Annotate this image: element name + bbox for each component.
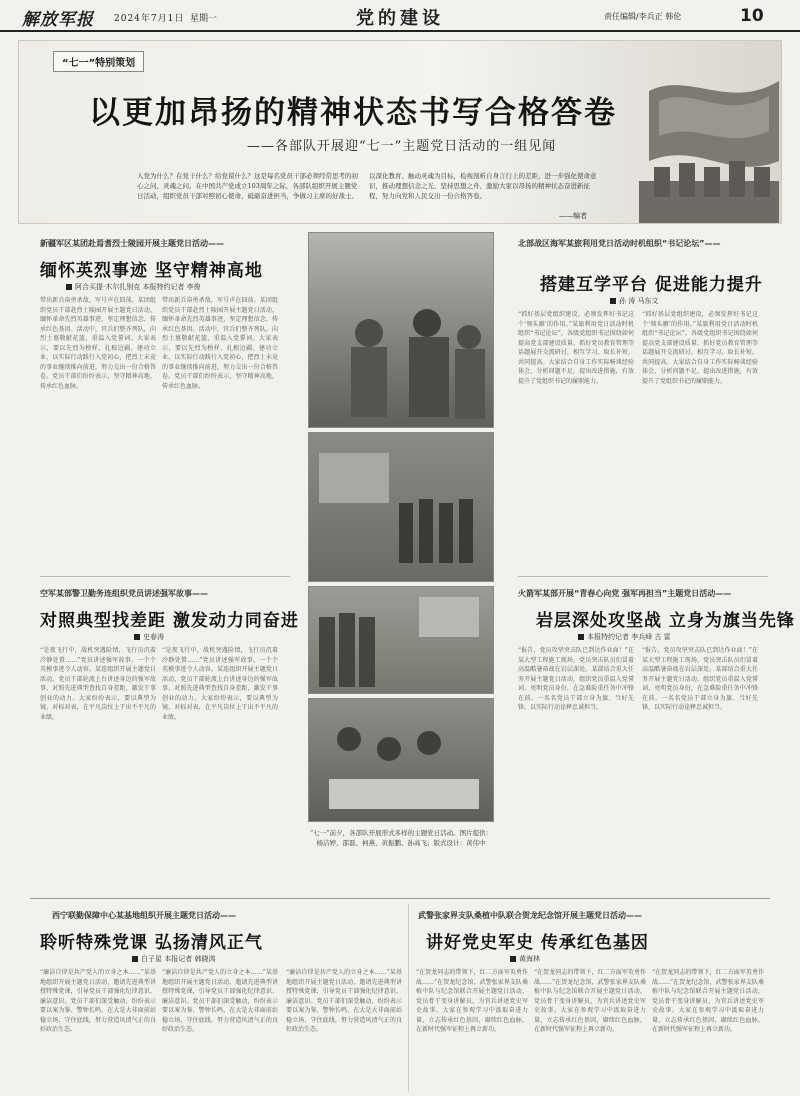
article-1-body-col-b: 带出新兵奋勇杀敌，军号声在回荡。某团组织党员干部赴烈士陵园开展主题党日活动，缅怀革命先烈英雄事迹，坚定理想信念，传承红色基因。活动中，官兵们整齐列队，向烈士墓敬献花篮，重温入党誓词。大家表示，要以先烈为榜样，扎根边疆、建功立业，以实际行动践行入党初心，把烈士未竟的事业继续推向前进，努力交出一份合格答卷。党员干部们纷纷表示，坚守精神高地，传承红色血脉。	[162, 297, 278, 390]
article-1-kicker: 新疆军区某团赴焉耆烈士陵园开展主题党日活动——	[40, 239, 224, 248]
soldiers-icon	[309, 233, 494, 428]
photo-study-session	[308, 698, 494, 822]
page-number: 10	[740, 6, 764, 26]
article-5-body-col-b: “廉洁自律是共产党人的立身之本……”某基地组织开展主题党日活动，邀请先进典型讲授特殊党课，引导党员干部强化纪律意识、廉洁意识。党员干部们深受触动，纷纷表示要以案为鉴、警钟长鸣，在大是大非面前站稳立场、守住底线，努力营造风清气正的良好政治生态。	[162, 969, 278, 1033]
article-2-byline: 孙 涛 马东文	[610, 296, 658, 306]
article-3-headline: 对照典型找差距 激发动力同奋进	[40, 611, 299, 631]
editor-credit: 责任编辑/李兵正 韩伦	[604, 12, 682, 21]
banner-intro-left: 入党为什么？在党干什么？给党留什么？这是每名党员干部必须经常思考的初心之问、灵魂之问。在中国共产党成立103周年之际，各部队组织开展主题党日活动，组织党员干部对照初心使命、砥砺奋进担当，争做习主席的好战士。	[137, 172, 358, 200]
article-4-kicker: 火箭军某部开展“青春心向党 强军再担当”主题党日活动——	[518, 589, 732, 598]
photo-memorial-hall	[308, 432, 494, 582]
masthead	[0, 0, 800, 32]
divider	[518, 576, 768, 577]
article-6-headline: 讲好党史军史 传承红色基因	[426, 933, 649, 953]
article-6-body-col-c: “在贺龙同志的带领下，红二方面军英勇作战……”在贺龙纪念馆，武警张家界支队桑植中队与纪念馆联合开展主题党日活动，党员骨干变身讲解员，为官兵讲述党史军史故事。大家在参观学习中汲取奋进力量，立志传承红色基因，赓续红色血脉，在新时代强军征程上再立新功。	[652, 969, 764, 1033]
weekday: 星期一	[190, 14, 218, 24]
bottom-divider	[30, 898, 770, 899]
article-5-body-col-c: “廉洁自律是共产党人的立身之本……”某基地组织开展主题党日活动，邀请先进典型讲授特殊党课，引导党员干部强化纪律意识、廉洁意识。党员干部们深受触动，纷纷表示要以案为鉴、警钟长鸣，在大是大非面前站稳立场、守住底线，努力营造风清气正的良好政治生态。	[286, 969, 402, 1033]
article-6-byline: 黄海林	[510, 954, 540, 964]
article-4-byline: 本报特约记者 李兵峰 古 雷	[578, 632, 671, 642]
article-6-body-col-b: “在贺龙同志的带领下，红二方面军英勇作战……”在贺龙纪念馆，武警张家界支队桑植中队与纪念馆联合开展主题党日活动，党员骨干变身讲解员，为官兵讲述党史军史故事。大家在参观学习中汲取奋进力量，立志传承红色基因，赓续红色血脉，在新时代强军征程上再立新功。	[534, 969, 646, 1033]
article-3-body-col-b: “是夜飞行中，战机突遇险情，飞行员沉着冷静处置……”党员讲述强军故事，一个个英模事迹令人动容。某连组织开展主题党日活动，党员干部轮流上台讲述身边的强军故事，对照先进典型查找自身差距，激发干事创业的动力。大家纷纷表示，要以典型为镜，对标对表，在平凡岗位上干出不平凡的业绩。	[162, 647, 278, 721]
article-1-byline: 阿合买提·木尔扎别克 本报特约记者 李俊	[66, 282, 201, 292]
flag-monument-illustration	[609, 71, 782, 224]
article-4-body-col-b: “报告，党员攻坚突击队已到达作业面！”在某大型工程施工现场，党员突击队员们冒着高温酷暑奋战在岩层深处。某部结合重大任务开展主题党日活动，组织党员重温入党誓词、亮明党员身份，在急难险重任务中冲锋在前。一名名党员干部立身为旗、当好先锋，以实际行动诠释忠诚担当。	[642, 647, 758, 711]
article-3-byline: 史春涛	[134, 632, 164, 642]
article-4-body-col-a: “报告，党员攻坚突击队已到达作业面！”在某大型工程施工现场，党员突击队员们冒着高温酷暑奋战在岩层深处。某部结合重大任务开展主题党日活动，组织党员重温入党誓词、亮明党员身份，在急难险重任务中冲锋在前。一名名党员干部立身为旗、当好先锋，以实际行动诠释忠诚担当。	[518, 647, 634, 711]
article-2-body-col-a: “抓好基层党组织建设，必须发挥好书记这个‘领头雁’的作用。”某旅利用党日活动时机组织“书记论坛”，各级党组织书记围绕如何提高党支部建设质量、抓好党员教育管理等话题展开交流研讨，相互学习、取长补短，共同提高。大家结合自身工作实际畅谈经验体会，分析问题不足，提出改进措施，有效提升了党组织书记的履职能力。	[518, 311, 634, 385]
newspaper-logo: 解放军报	[22, 10, 94, 30]
article-5-headline: 聆听特殊党课 弘扬清风正气	[40, 933, 263, 953]
visitors-icon	[309, 587, 494, 694]
banner-editor-note: ——编者	[559, 212, 587, 220]
column-divider	[408, 904, 409, 1092]
banner-title: 以更加昂扬的精神状态书写合格答卷	[89, 95, 617, 131]
study-group-icon	[309, 699, 494, 822]
article-4-headline: 岩层深处攻坚战 立身为旗当先锋	[536, 611, 795, 631]
photo-exhibit-visit	[308, 586, 494, 694]
article-3-kicker: 空军某部警卫勤务连组织党员讲述强军故事——	[40, 589, 208, 598]
article-2-kicker: 北部战区海军某旅利用党日活动时机组织“书记论坛”——	[518, 239, 721, 248]
article-1-headline: 缅怀英烈事迹 坚守精神高地	[40, 261, 263, 281]
article-2-headline: 搭建互学平台 促进能力提升	[540, 275, 763, 295]
article-6-kicker: 武警张家界支队桑植中队联合贺龙纪念馆开展主题党日活动——	[418, 911, 642, 920]
issue-date: 2024年7月1日	[114, 14, 185, 24]
banner-intro-right: 以深化教育、触动灵魂为目标，检视剖析自身言行上的差距，进一步强化使命意识，推动理想信念之光、坚持思想之舟、激励大家以昂扬的精神状态奋进新征程，努力向党和人民交出一份合格答卷。	[369, 172, 597, 200]
article-2-body-col-b: “抓好基层党组织建设，必须发挥好书记这个‘领头雁’的作用。”某旅利用党日活动时机组织“书记论坛”，各级党组织书记围绕如何提高党支部建设质量、抓好党员教育管理等话题展开交流研讨，相互学习、取长补短，共同提高。大家结合自身工作实际畅谈经验体会，分析问题不足，提出改进措施，有效提升了党组织书记的履职能力。	[642, 311, 758, 385]
article-5-byline: 白子星 本报记者 韩晓鸿	[132, 954, 215, 964]
exhibition-icon	[309, 433, 494, 582]
feature-banner	[18, 40, 782, 224]
article-5-kicker: 西宁联勤保障中心某基地组织开展主题党日活动——	[52, 911, 236, 920]
photo-caption: “七一”前夕，各部队开展形式多样的主题党日活动。图片提供：杨洁婷、邵磊、柯燕、黄振鹏、孙高飞；版式设计：黄伟中	[309, 829, 493, 847]
article-6-body-col-a: “在贺龙同志的带领下，红二方面军英勇作战……”在贺龙纪念馆，武警张家界支队桑植中队与纪念馆联合开展主题党日活动，党员骨干变身讲解员，为官兵讲述党史军史故事。大家在参观学习中汲取奋进力量，立志传承红色基因，赓续红色血脉，在新时代强军征程上再立新功。	[416, 969, 528, 1033]
divider	[40, 576, 290, 577]
article-3-body-col-a: “是夜飞行中，战机突遇险情，飞行员沉着冷静处置……”党员讲述强军故事，一个个英模事迹令人动容。某连组织开展主题党日活动，党员干部轮流上台讲述身边的强军故事，对照先进典型查找自身差距，激发干事创业的动力。大家纷纷表示，要以典型为镜，对标对表，在平凡岗位上干出不平凡的业绩。	[40, 647, 156, 721]
banner-subtitle: ——各部队开展迎“七一”主题党日活动的一组见闻	[247, 139, 557, 154]
special-tag: “七一”特别策划	[53, 51, 144, 72]
article-1-body-col-a: 带出新兵奋勇杀敌，军号声在回荡。某团组织党员干部赴烈士陵园开展主题党日活动，缅怀革命先烈英雄事迹，坚定理想信念，传承红色基因。活动中，官兵们整齐列队，向烈士墓敬献花篮，重温入党誓词。大家表示，要以先烈为榜样，扎根边疆、建功立业，以实际行动践行入党初心，把烈士未竟的事业继续推向前进，努力交出一份合格答卷。党员干部们纷纷表示，坚守精神高地，传承红色血脉。	[40, 297, 156, 390]
photo-soldiers-ceremony	[308, 232, 494, 428]
section-title: 党的建设	[356, 8, 444, 29]
article-5-body-col-a: “廉洁自律是共产党人的立身之本……”某基地组织开展主题党日活动，邀请先进典型讲授特殊党课，引导党员干部强化纪律意识、廉洁意识。党员干部们深受触动，纷纷表示要以案为鉴、警钟长鸣，在大是大非面前站稳立场、守住底线，努力营造风清气正的良好政治生态。	[40, 969, 156, 1033]
